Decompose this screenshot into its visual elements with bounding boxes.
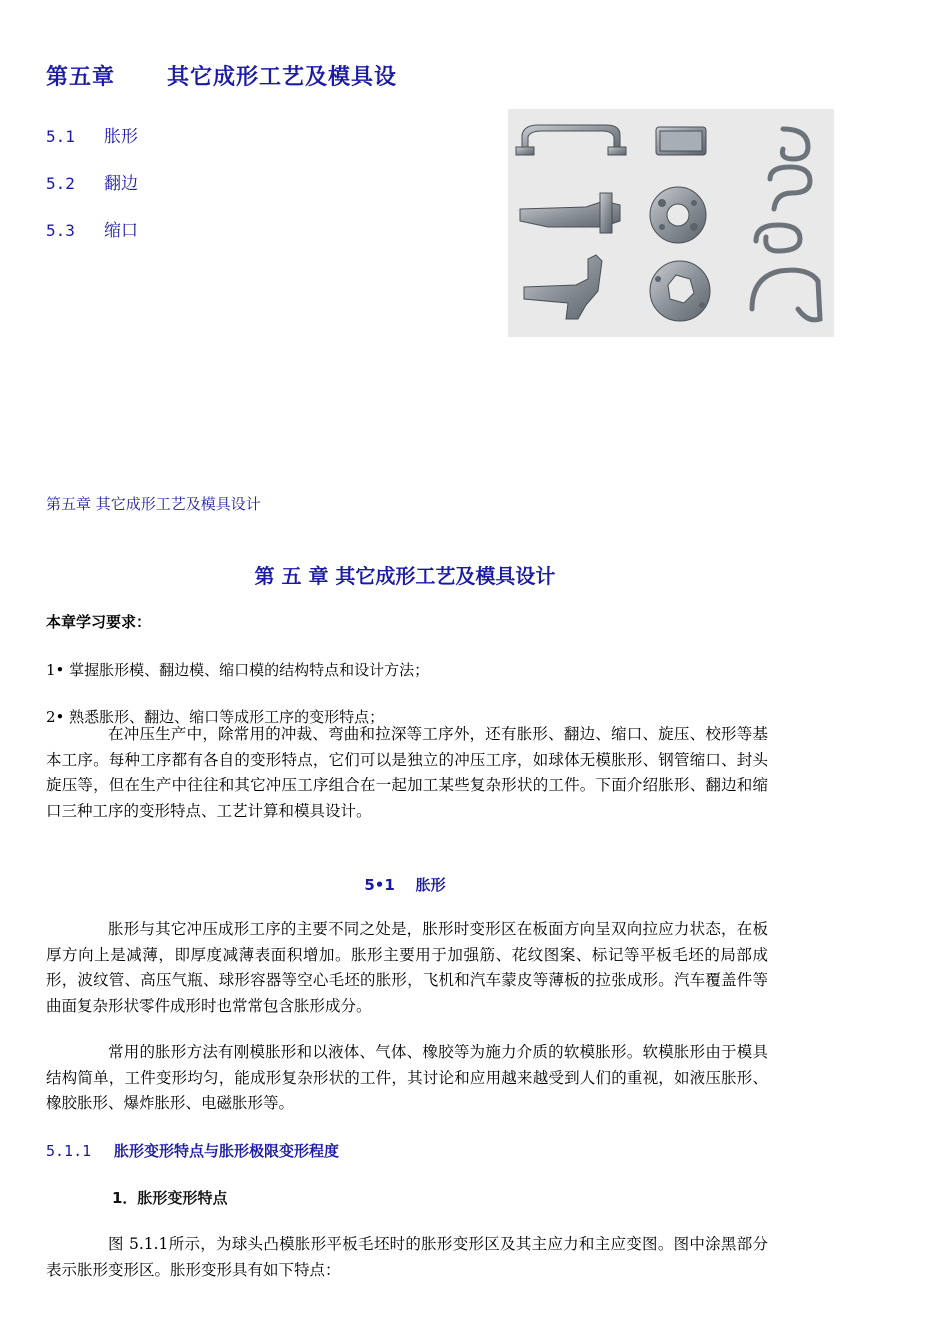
chapter-header xyxy=(46,60,397,91)
toc-item-5-3[interactable] xyxy=(46,216,138,241)
subsubsection-heading: 1．胀形变形特点 xyxy=(112,1189,228,1207)
subsection-number: 5.1.1 xyxy=(46,1142,92,1160)
toc-label: 缩口 xyxy=(104,221,138,241)
intro-paragraph xyxy=(46,722,768,824)
section-label: 胀形 xyxy=(415,876,446,894)
paragraph-text: 常用的胀形方法有刚模胀形和以液体、气体、橡胶等为施力介质的软模胀形。软模胀形由于模具结构简单，工件变形均匀，能成形复杂形状的工件，其讨论和应用越来越受到人们的重视，如液压胀形、橡胶胀形、爆炸胀形、电磁胀形等。 xyxy=(46,1043,768,1112)
subsection-paragraph xyxy=(46,1232,768,1283)
subsection-label: 胀形变形特点与胀形极限变形程度 xyxy=(114,1142,340,1160)
intro-text: 在冲压生产中，除常用的冲裁、弯曲和拉深等工序外，还有胀形、翻边、缩口、旋压、校形等基本工序。每种工序都有各自的变形特点，它们可以是独立的冲压工序，如球体无模胀形、钢管缩口、封头旋压等，但在生产中往往和其它冲压工序组合在一起加工某些复杂形状的工件。下面介绍胀形、翻边和缩口三种工序的变形特点、工艺计算和模具设计。 xyxy=(46,725,768,820)
section-paragraph-2 xyxy=(46,1040,768,1117)
requirements-heading: 本章学习要求： xyxy=(46,613,152,631)
toc-label: 翻边 xyxy=(104,174,138,194)
section-number: 5•1 xyxy=(364,876,395,894)
toc-number: 5.2 xyxy=(46,174,75,193)
page-title: 第 五 章 其它成形工艺及模具设计 xyxy=(254,564,556,588)
toc-number: 5.3 xyxy=(46,221,75,240)
section-paragraph-1 xyxy=(46,917,768,1019)
requirement-item: 1• 掌握胀形模、翻边模、缩口模的结构特点和设计方法； xyxy=(46,661,430,679)
sheet-metal-parts-photo xyxy=(508,109,834,337)
chapter-number: 第五章 xyxy=(46,64,116,90)
subsection-heading xyxy=(46,1140,339,1161)
toc-item-5-2[interactable] xyxy=(46,169,138,194)
chapter-link[interactable]: 第五章 其它成形工艺及模具设计 xyxy=(46,495,261,513)
paragraph-text: 图 5.1.1所示，为球头凸模胀形平板毛坯时的胀形变形区及其主应力和主应变图。图中涂黑部分表示胀形变形区。胀形变形具有如下特点： xyxy=(46,1235,768,1279)
toc-label: 胀形 xyxy=(104,127,138,147)
paragraph-text: 胀形与其它冲压成形工序的主要不同之处是，胀形时变形区在板面方向呈双向拉应力状态，在板厚方向上是减薄，即厚度减薄表面积增加。胀形主要用于加强筋、花纹图案、标记等平板毛坯的局部成形，波纹管、高压气瓶、球形容器等空心毛坯的胀形，飞机和汽车蒙皮等薄板的拉张成形。汽车覆盖件等曲面复杂形状零件成形时也常常包含胀形成分。 xyxy=(46,920,768,1015)
section-heading xyxy=(0,874,810,895)
toc-item-5-1[interactable] xyxy=(46,122,138,147)
toc-number: 5.1 xyxy=(46,127,75,146)
bracket-part xyxy=(516,125,626,155)
requirement-item: 2• 熟悉胀形、翻边、缩口等成形工序的变形特点； xyxy=(46,708,385,726)
chapter-header-title: 其它成形工艺及模具设 xyxy=(167,64,398,90)
